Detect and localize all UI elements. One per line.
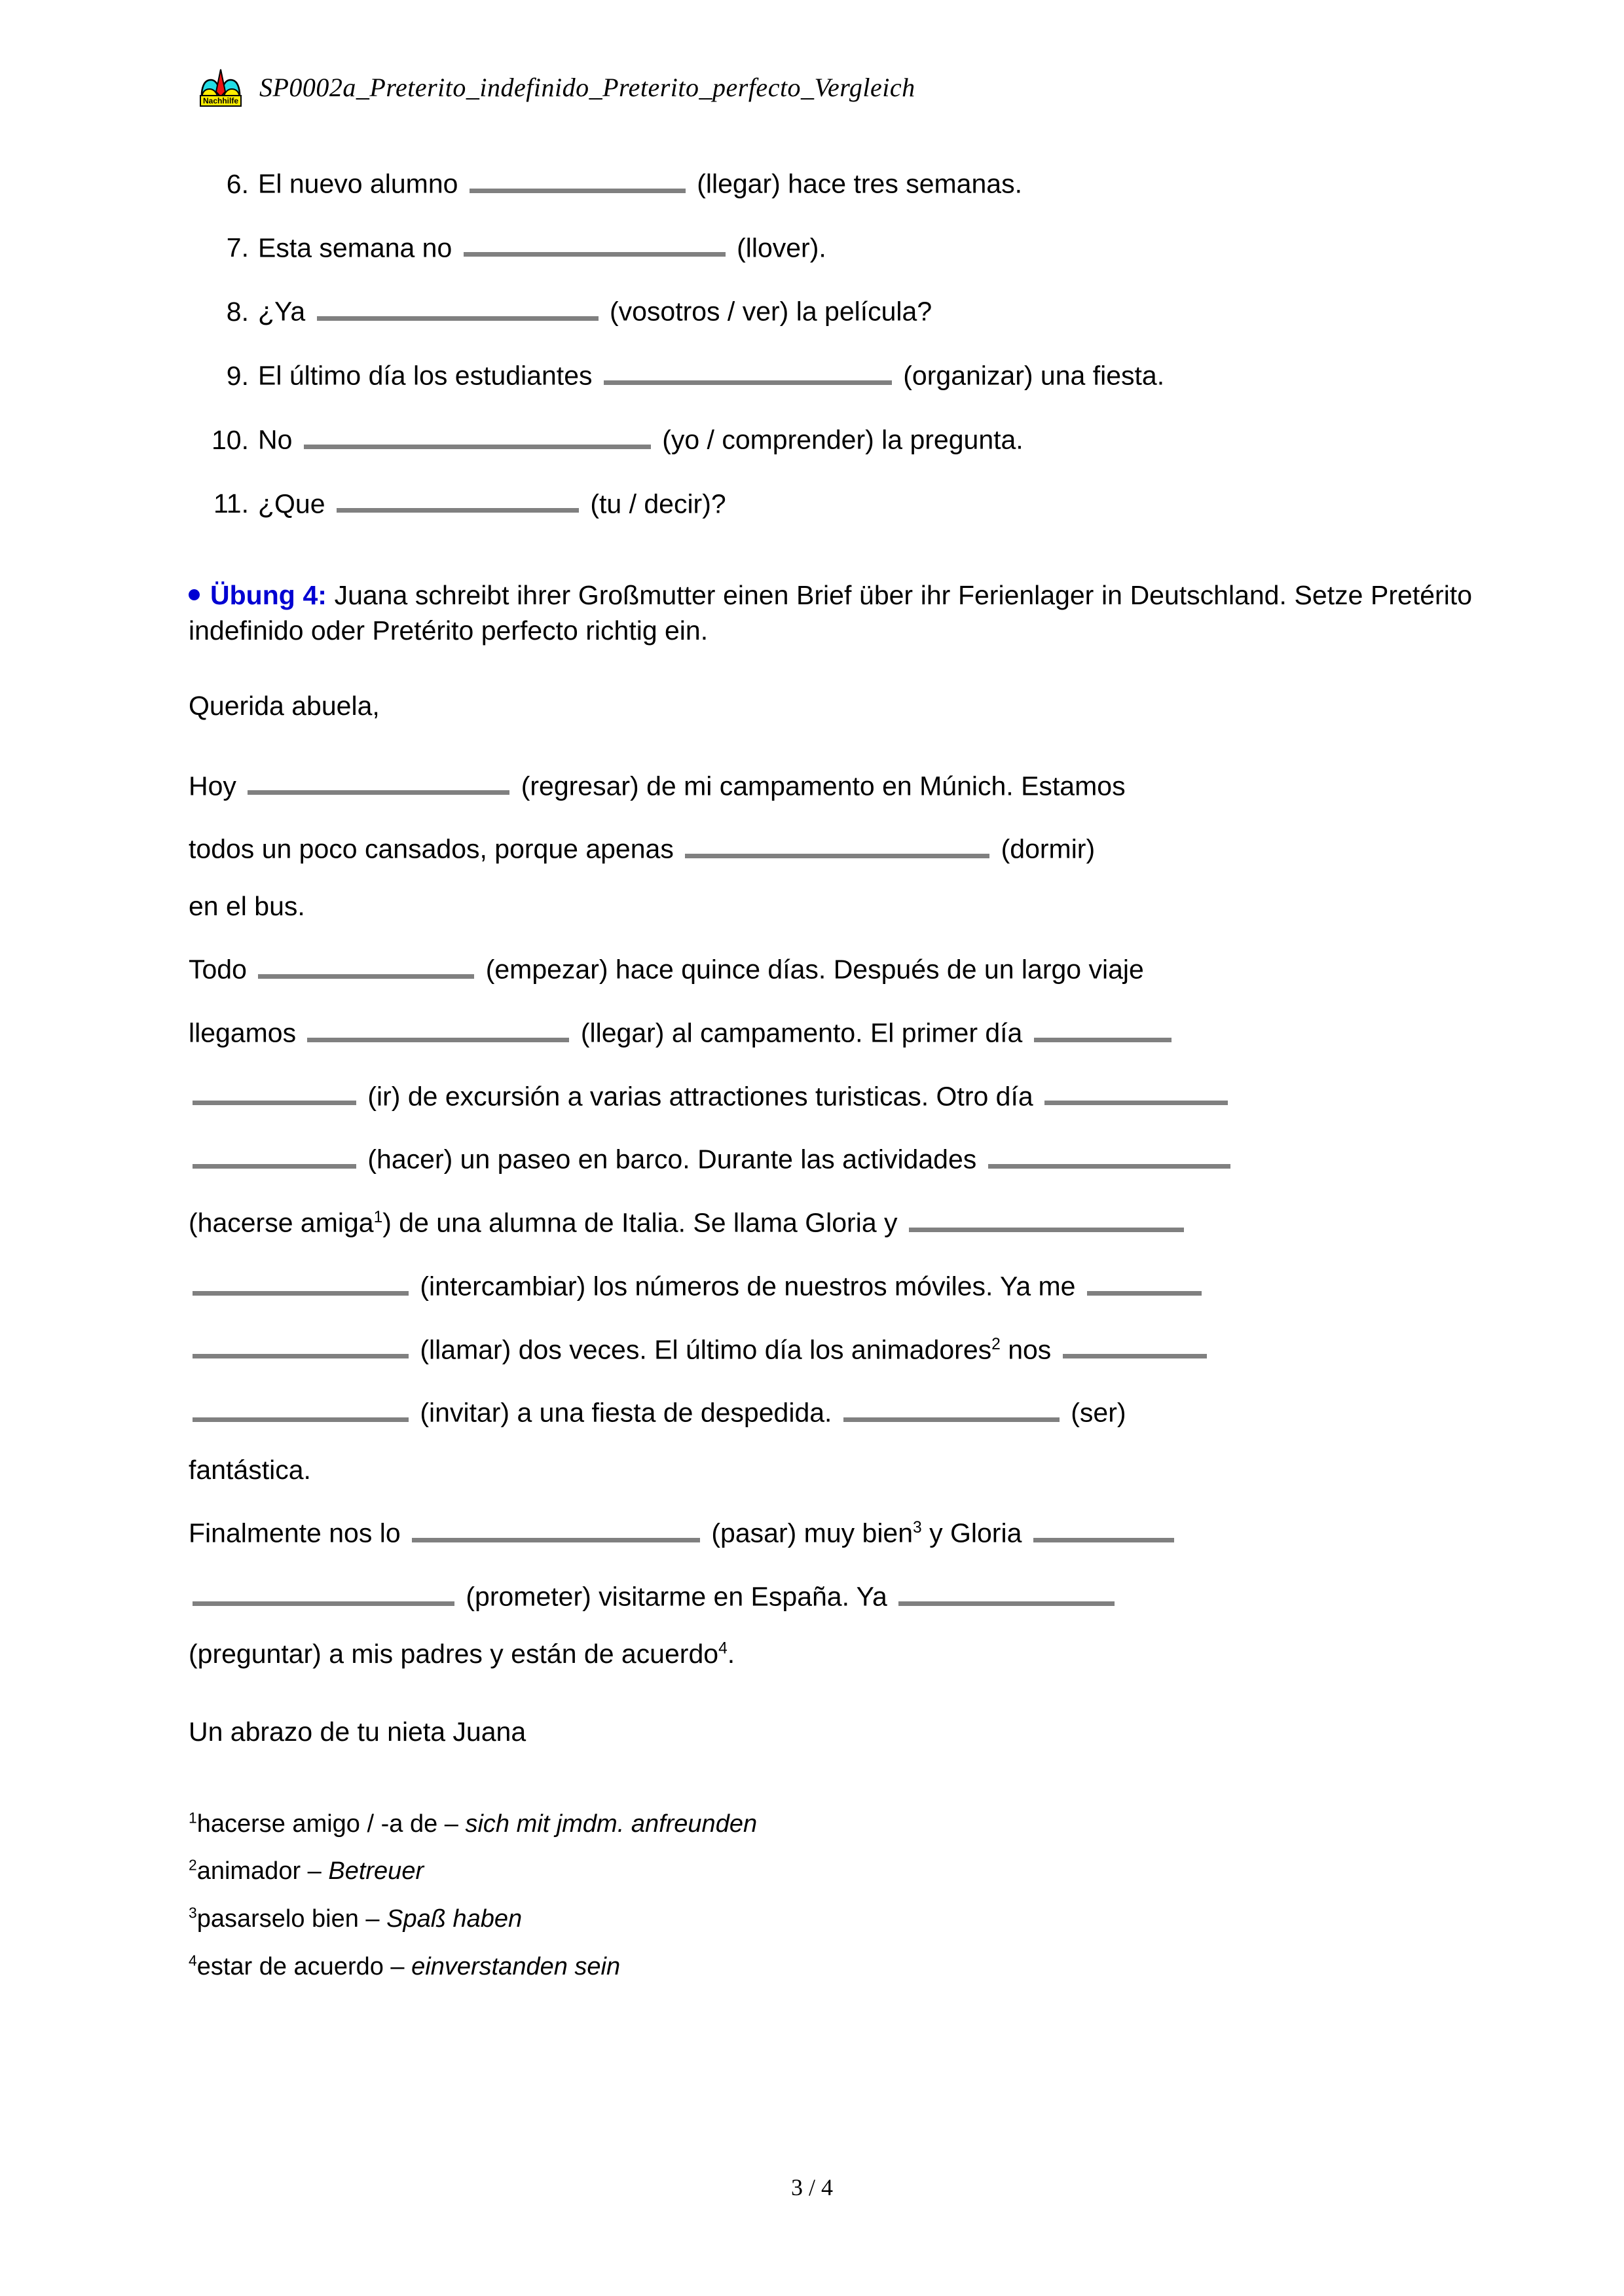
- footnote-number: 1: [189, 1809, 197, 1827]
- footnote-ref: 3: [913, 1519, 922, 1537]
- fill-in-blank[interactable]: [1063, 1330, 1207, 1359]
- letter-body: [189, 691, 1472, 1747]
- text-run: El nuevo alumno: [258, 168, 466, 199]
- fill-in-blank[interactable]: [470, 164, 686, 193]
- letter-line: [189, 1203, 1472, 1237]
- fill-in-blank[interactable]: [193, 1139, 356, 1169]
- footnote-translation: Betreuer: [328, 1857, 424, 1886]
- item-text: [258, 164, 1022, 198]
- letter-closing: Un abrazo de tu nieta Juana: [189, 1716, 526, 1747]
- item-text: [258, 355, 1164, 390]
- uebung-4-label: Übung 4:: [210, 580, 327, 611]
- footnote-number: 4: [189, 1951, 197, 1969]
- letter-line: [189, 766, 1472, 801]
- text-run: (organizar) una fiesta.: [895, 360, 1165, 391]
- footnote-item: [189, 1953, 1472, 1981]
- fill-in-blank[interactable]: [193, 1076, 356, 1106]
- text-run: ¿Que: [258, 488, 333, 519]
- fill-in-blank[interactable]: [317, 291, 599, 321]
- letter-line: [189, 1576, 1472, 1611]
- fill-in-blank[interactable]: [307, 1013, 569, 1042]
- exercise-item: [189, 484, 1472, 518]
- document-header: [196, 63, 915, 111]
- logo-text: Nachhilfe: [202, 96, 239, 105]
- text-run: todos un poco cansados, porque apenas: [189, 834, 682, 865]
- uebung-4-instruction: Juana schreibt ihrer Großmutter einen Brief über ihr Ferienlager in Deutschland. Setze Pretérito indefinido oder Pretérito perfecto richtig ein.: [189, 580, 1472, 646]
- text-run: nos: [1000, 1334, 1059, 1365]
- fill-in-blank[interactable]: [685, 829, 989, 858]
- text-run: (invitar) a una fiesta de despedida.: [413, 1398, 840, 1429]
- bullet-icon: [189, 589, 200, 600]
- footnote-item: [189, 1857, 1472, 1886]
- fill-in-blank[interactable]: [464, 228, 726, 257]
- text-run: llegamos: [189, 1017, 304, 1048]
- text-run: (regresar) de mi campamento en Múnich. Estamos: [513, 771, 1126, 801]
- footnote-ref: 2: [991, 1335, 1001, 1353]
- text-run: (pasar) muy bien: [704, 1518, 913, 1548]
- footnote-ref: 1: [373, 1209, 383, 1227]
- text-run: (empezar) hace quince días. Después de un largo viaje: [478, 954, 1144, 985]
- footnote-item: [189, 1810, 1472, 1838]
- letter-line: [189, 1330, 1472, 1364]
- footnote-term: animador –: [196, 1857, 329, 1886]
- text-run: (tu / decir)?: [582, 488, 726, 519]
- text-run: (ser): [1063, 1398, 1126, 1429]
- letter-line: [189, 892, 1472, 920]
- text-run: ) de una alumna de Italia. Se llama Gloria y: [382, 1207, 905, 1238]
- item-number: 11.: [213, 488, 249, 519]
- text-run: (intercambiar) los números de nuestros móviles. Ya me: [413, 1271, 1083, 1302]
- fill-in-blank[interactable]: [898, 1576, 1115, 1606]
- document-content: [189, 164, 1472, 2000]
- letter-line: [189, 1013, 1472, 1048]
- exercise-item: [189, 228, 1472, 262]
- footnote-ref: 4: [718, 1639, 728, 1658]
- footnote-translation: sich mit jmdm. anfreunden: [465, 1810, 758, 1838]
- letter-line: [189, 1266, 1472, 1301]
- text-run: Hoy: [189, 771, 244, 801]
- text-run: Finalmente nos lo: [189, 1518, 409, 1548]
- footnote-term: pasarselo bien –: [196, 1904, 387, 1933]
- item-number: 9.: [226, 360, 249, 391]
- text-run: (prometer) visitarme en España. Ya: [458, 1581, 895, 1612]
- letter-line: [189, 1640, 1472, 1668]
- text-run: y Gloria: [921, 1518, 1029, 1548]
- text-run: (preguntar) a mis padres y están de acuerdo: [189, 1638, 719, 1669]
- text-run: (vosotros / ver) la película?: [602, 297, 932, 327]
- footnote-number: 3: [189, 1904, 197, 1922]
- text-run: (llegar) al campamento. El primer día: [573, 1017, 1030, 1048]
- fill-in-blank[interactable]: [909, 1203, 1184, 1232]
- letter-line: [189, 1456, 1472, 1484]
- item-text: [258, 228, 826, 262]
- fill-in-blank[interactable]: [1087, 1266, 1202, 1296]
- fill-in-blank[interactable]: [248, 766, 509, 795]
- page-number: 3 / 4: [790, 2174, 833, 2200]
- fill-in-blank[interactable]: [1034, 1013, 1172, 1042]
- fill-in-blank[interactable]: [304, 420, 651, 449]
- text-run: ¿Ya: [258, 297, 313, 327]
- text-run: en el bus.: [189, 891, 305, 922]
- fill-in-blank[interactable]: [604, 355, 892, 385]
- text-run: (hacer) un paseo en barco. Durante las actividades: [360, 1144, 984, 1175]
- exercise-item: [189, 420, 1472, 454]
- footnote-translation: einverstanden sein: [411, 1952, 621, 1980]
- text-run: .: [727, 1638, 735, 1669]
- text-run: (hacerse amiga: [189, 1207, 374, 1238]
- item-text: [258, 291, 932, 325]
- text-run: El último día los estudiantes: [258, 360, 600, 391]
- footnote-list: [189, 1810, 1472, 1980]
- exercise-item: [189, 355, 1472, 390]
- fill-in-blank[interactable]: [258, 949, 474, 979]
- exercise-item: [189, 164, 1472, 198]
- letter-line: [189, 1513, 1472, 1548]
- letter-line: [189, 1076, 1472, 1111]
- footnote-term: hacerse amigo / -a de –: [196, 1810, 466, 1838]
- text-run: fantástica.: [189, 1455, 311, 1485]
- item-number: 7.: [226, 232, 249, 263]
- letter-line: [189, 949, 1472, 984]
- nachhilfe-logo-icon: [196, 63, 245, 111]
- exercise-3-list: [189, 164, 1472, 517]
- item-number: 8.: [226, 297, 249, 327]
- text-run: (llegar) hace tres semanas.: [689, 168, 1022, 199]
- fill-in-blank[interactable]: [337, 484, 579, 513]
- item-number: 10.: [212, 424, 249, 455]
- text-run: (llover).: [729, 232, 826, 263]
- text-run: (llamar) dos veces. El último día los animadores: [413, 1334, 992, 1365]
- fill-in-blank[interactable]: [193, 1393, 409, 1422]
- fill-in-blank[interactable]: [193, 1266, 409, 1296]
- fill-in-blank[interactable]: [193, 1576, 454, 1606]
- item-number: 6.: [226, 168, 249, 199]
- text-run: Todo: [189, 954, 255, 985]
- letter-lines: [189, 766, 1472, 1668]
- text-run: No: [258, 424, 300, 455]
- footnote-item: [189, 1905, 1472, 1933]
- fill-in-blank[interactable]: [1033, 1513, 1174, 1542]
- item-text: [258, 420, 1024, 454]
- fill-in-blank[interactable]: [1044, 1076, 1228, 1106]
- text-run: (dormir): [993, 834, 1096, 865]
- text-run: (yo / comprender) la pregunta.: [654, 424, 1024, 455]
- text-run: Esta semana no: [258, 232, 460, 263]
- footnote-translation: Spaß haben: [386, 1904, 523, 1933]
- uebung-4-heading: [189, 577, 1472, 648]
- footnote-term: estar de acuerdo –: [196, 1952, 412, 1980]
- fill-in-blank[interactable]: [193, 1330, 409, 1359]
- text-run: (ir) de excursión a varias attractiones turisticas. Otro día: [360, 1081, 1041, 1112]
- letter-line: [189, 1139, 1472, 1174]
- fill-in-blank[interactable]: [988, 1139, 1230, 1169]
- item-text: [258, 484, 726, 518]
- fill-in-blank[interactable]: [412, 1513, 700, 1542]
- fill-in-blank[interactable]: [843, 1393, 1060, 1422]
- footnote-number: 2: [189, 1856, 197, 1874]
- letter-line: [189, 1393, 1472, 1427]
- letter-salutation: Querida abuela,: [189, 690, 380, 721]
- document-title: SP0002a_Preterito_indefinido_Preterito_perfecto_Vergleich: [259, 72, 915, 102]
- letter-line: [189, 829, 1472, 864]
- exercise-item: [189, 291, 1472, 325]
